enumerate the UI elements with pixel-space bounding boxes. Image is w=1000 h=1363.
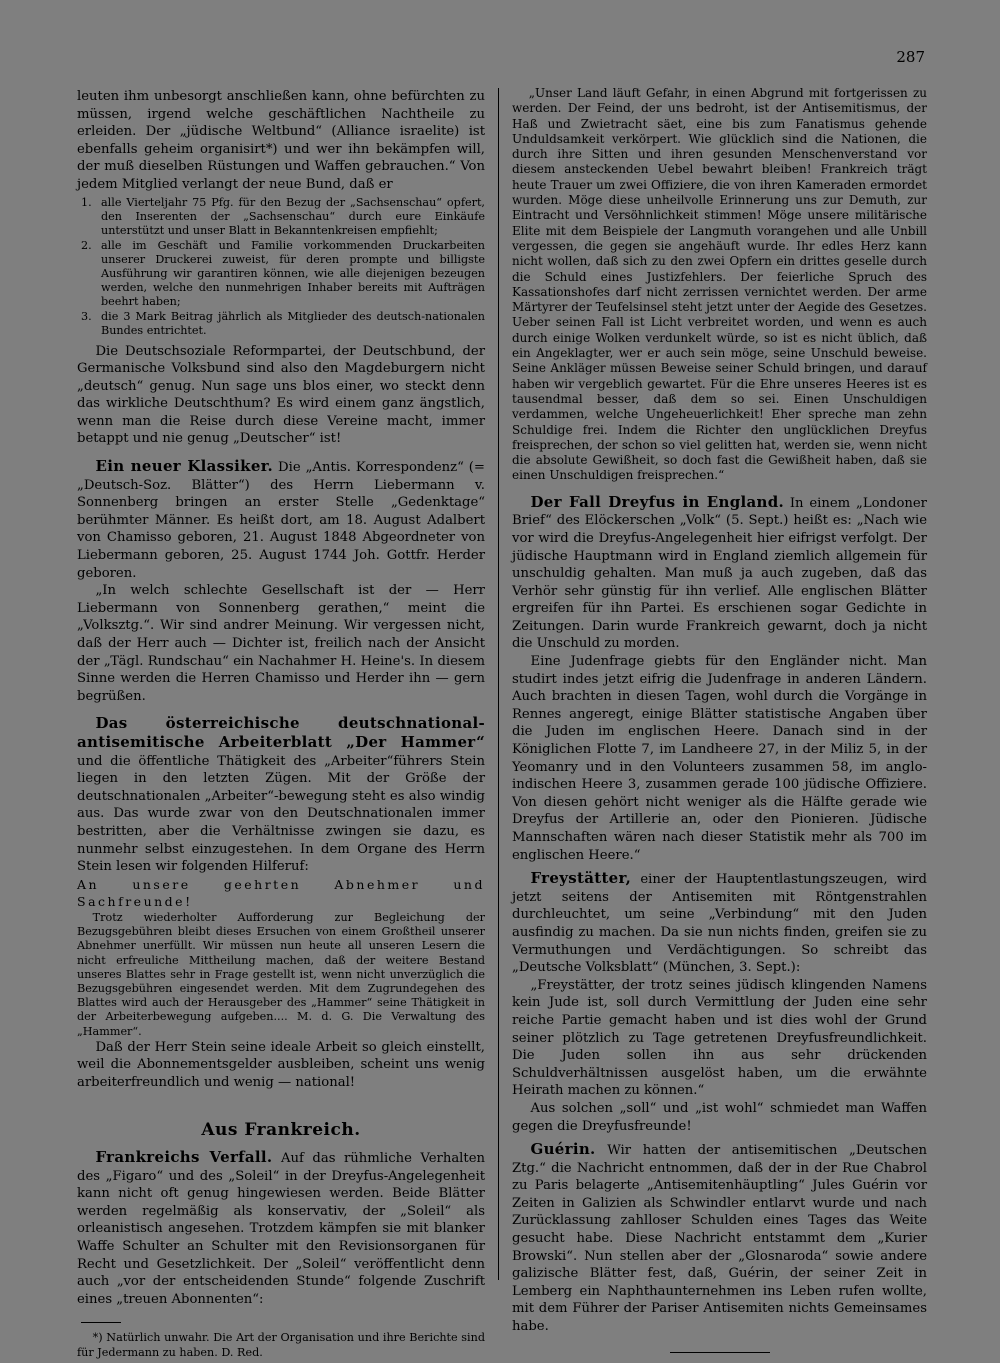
article-heading: Guérin. <box>530 1140 596 1159</box>
article-guerin <box>512 1141 927 1336</box>
list-number: 2. <box>81 238 92 252</box>
membership-list <box>77 196 485 339</box>
paragraph-freystaetter-end: Aus solchen „soll“ und „ist wohl“ schmiedet man Waffen gegen die Dreyfusfreunde! <box>512 1100 927 1134</box>
article-hammer <box>77 715 485 875</box>
article-heading: Das österreichische deutschnational-antisemitische Arbeiterblatt „Der Hammer“ <box>77 714 485 751</box>
list-number: 3. <box>81 310 92 324</box>
article-body: einer der Hauptentlastungszeugen, wird jetzt seitens der Antisemiten mit Röntgenstrahlen durchleuchtet, um seine „Verbindung“ mit den Juden ausfindig zu machen. Da sie nun nichts finden, greifen sie zu Vermuthungen und Verdächtigungen. So schreibt das „Deutsche Volksblatt“ (München, 3. Sept.): <box>512 872 927 976</box>
article-heading: Freystätter, <box>530 869 632 888</box>
list-item <box>77 239 485 309</box>
footnote: *) Natürlich unwahr. Die Art der Organisation und ihre Berichte sind für Jedermann zu haben. D. Red. <box>77 1331 485 1359</box>
list-number: 1. <box>81 195 92 209</box>
paragraph-judenfrage: Eine Judenfrage giebts für den Engländer nicht. Man studirt indes jetzt eifrig die Judenfrage in anderen Ländern. Auch brachten in diesen Tagen, wohl durch die Vorgänge in Rennes angeregt, einige Blätter statistische Angaben über die Juden im englischen Heere. Danach sind in der Königlichen Flotte 7, im Landheere 27, in der Miliz 5, in der Yeomanry und in den Volunteers zusammen 58, im anglo-indischen Heere 3, zusammen gerade 100 jüdische Offiziere. Von diesen gehört nicht weniger als die Hälfte gerade wie Dreyfus der Artillerie an, oder den Pionieren. Jüdische Mannschaften wären nach dieser Statistik mehr als 700 im englischen Heere.“ <box>512 654 927 863</box>
article-heading: Ein neuer Klassiker. <box>95 457 274 476</box>
article-heading: Frankreichs Verfall. <box>95 1148 273 1167</box>
article-body: Wir hatten der antisemitischen „Deutschen Ztg.“ die Nachricht entnommen, daß der in der Rue Chabrol zu Paris belagerte „Antisemitenhäuptling“ Jules Guérin vor Zeiten in Galizien als Schwindler entlarvt wurde und nach Zurücklassung zahlloser Schulden eines Tages das Weite gesucht habe. Diese Nachricht entstammt dem „Kurier Browski“. Nun stellen aber der „Glosnaroda“ sowie andere galizische Blätter fest, daß, Guérin, der seiner Zeit in Lemberg ein Naphthaunternehmen ins Leben rufen wollte, mit dem Führer der Pariser Antisemiten nichts Gemeinsames habe. <box>512 1143 927 1335</box>
section-title: Aus Frankreich. <box>201 1119 361 1140</box>
paragraph-klassiker-quote: „In welch schlechte Gesellschaft ist der — Herr Liebermann von Sonnenberg gerathen,“ meint die „Volksztg.“. Wir sind andrer Meinung. Wir vergessen nicht, daß der Herr auch — Dichter ist, freilich nach der Ansicht der „Tägl. Rundschau“ ein Nachahmer H. Heine's. In diesem Sinne werden die Herren Chamisso und Herder ihn — gern begrüßen. <box>77 583 485 704</box>
column-divider <box>498 88 499 1280</box>
paragraph-bund: leuten ihm unbesorgt anschließen kann, ohne befürchten zu müssen, irgend welche geschäftlichen Nachtheile zu erleiden. Der „jüdische Weltbund“ (Alliance israelite) ist ebenfalls geheim organisirt*) und wer ihn bekämpfen will, der muß dieselben Rüstungen und Waffen gebrauchen.“ Von jedem Mitglied verlangt der neue Bund, daß er <box>77 89 485 192</box>
footnote-rule <box>81 1322 121 1323</box>
article-body: und die öffentliche Thätigkeit des „Arbeiter“führers Stein liegen in den letzten Zügen. Mit der Größe der deutschnationalen „Arbeiter“-bewegung steht es also windig aus. Das wurde zwar von den Deutschnationalen immer bestritten, aber die Verhältnisse zwingen sie dazu, es nunmehr selbst einzugestehen. In dem Organe des Herrn Stein lesen wir folgenden Hilferuf: <box>77 753 485 875</box>
hammer-notice: Trotz wiederholter Aufforderung zur Begleichung der Bezugsgebühren bleibt dieses Ersuchen von einem Großtheil unserer Abnehmer unerfüllt. Wir müssen nun heute all unseren Lesern die nicht erfreuliche Mittheilung machen, daß der weitere Bestand unseres Blattes sehr in Frage gestellt ist, wenn nicht unverzüglich die Bezugsgebühren eingesendet werden. Mit dem Zugrundegehen des Blattes wird auch der Herausgeber des „Hammer“ seine Thätigkeit in der Arbeiterbewegung aufgeben.... M. d. G. Die Verwaltung des „Hammer“. <box>77 910 485 1038</box>
right-column <box>512 86 927 1353</box>
paragraph-reformpartei: Die Deutschsoziale Reformpartei, der Deutschbund, der Germanische Volksbund sind also den Magdeburgern nicht „deutsch“ genug. Nun sage uns blos einer, wo steckt denn das wirkliche Deutschthum? Es wird einem ganz ängstlich, wenn man die Reise durch diese Vereine macht, immer betappt und nie genug „Deutscher“ ist! <box>77 343 485 447</box>
paragraph-hammer-end: Daß der Herr Stein seine ideale Arbeit so gleich einstellt, weil die Abonnementsgelder ausbleiben, scheint uns wenig arbeiterfreundlich und wenig — national! <box>77 1039 485 1090</box>
soleil-letter: „Unser Land läuft Gefahr, in einen Abgrund mit fortgerissen zu werden. Der Feind, der uns bedroht, ist der Antisemitismus, der Haß und Zwietracht säet, eine bis zum Fanatismus gehende Unduldsamkeit verkörpert. Wie glücklich sind die Nationen, die durch ihre Sitten und ihren gesunden Menschenverstand vor diesem ansteckenden Uebel bewahrt bleiben! Frankreich trägt heute Trauer um zwei Offiziere, die von ihren Kameraden ermordet wurden. Möge diese unheilvolle Erinnerung uns zur Demuth, zur Eintracht und Versöhnlichkeit stimmen! Möge unsere militärische Elite mit dem Beispiele der Langmuth vorangehen und alle Unbill vergessen, die gegen sie angehäuft wurde. Ihr edles Herz kann nicht wollen, daß sich zu den zwei Opfern ein drittes geselle durch die Schuld eines Justizfehlers. Der feierliche Spruch des Kassationshofes darf nicht zerrissen vernichtet werden. Der arme Märtyrer der Teufelsinsel steht jetzt unter der Aegide des Gesetzes. Ueber seinen Fall ist Licht verbreitet worden, und wenn es auch durch einige Wolken verdunkelt würde, so ist es nicht üblich, daß ein Angeklagter, wer er auch sein möge, seine Unschuld beweise. Seine Ankläger müssen Beweise seiner Schuld bringen, und darauf haben wir vergeblich gewartet. Für die Ehre unseres Heeres ist es tausendmal besser, daß dem so sei. Einen Unschuldigen verdammen, welche Ungeheuerlichkeit! Eher spreche man zehn Schuldige frei. Indem die Richter den unglücklichen Dreyfus freisprechen, der schon so viel gelitten hat, werden sie, wenn nicht die absolute Gewißheit, so doch fast die Gewißheit haben, daß sie einen Unschuldigen freisprechen.“ <box>512 86 927 483</box>
left-column <box>77 88 485 1360</box>
hammer-call: An unsere geehrten Abnehmer und Sachfreunde! <box>77 876 485 910</box>
article-body: In einem „Londoner Brief“ des Elöckerschen „Volk“ (5. Sept.) heißt es: „Nach wie vor wird die Dreyfus-Angelegenheit hier eifrigst verfolgt. Der jüdische Hauptmann wird in England ziemlich allgemein für unschuldig gehalten. Man muß ja auch zugeben, daß das Verhör sehr günstig für ihn verlief. Alle englischen Blätter ergreifen für ihn Partei. Es erschienen sogar Gedichte in Zeitungen. Darin wurde Frankreich gewarnt, doch ja nicht die Unschuld zu morden. <box>512 495 927 652</box>
paragraph-freystaetter-quote: „Freystätter, der trotz seines jüdisch klingenden Namens kein Jude ist, soll durch Vermittlung der Juden eine sehr reiche Partie gemacht haben und ist dies wohl der Grund seiner plötzlich zu Tage getretenen Dreyfusfreundlichkeit. Die Juden sollen ihn aus sehr drückenden Schuldverhältnissen ausgelöst haben, um die erwähnte Heirath machen zu können.“ <box>512 977 927 1099</box>
article-klassiker <box>77 458 485 582</box>
list-text: alle Vierteljahr 75 Pfg. für den Bezug der „Sachsenschau“ opfert, den Inserenten der „Sachsenschau“ durch eure Einkäufe unterstützt und unser Blatt in Bekanntenkreisen empfiehlt; <box>101 195 485 237</box>
list-text: alle im Geschäft und Familie vorkommenden Druckarbeiten unserer Druckerei zuweist, für deren prompte und billigste Ausführung wir garantiren können, wie alle diejenigen bezeugen werden, welche den nunmehrigen Inhaber bereits mit Aufträgen beehrt haben; <box>101 238 485 309</box>
article-verfall <box>77 1149 485 1308</box>
page-number: 287 <box>896 48 925 66</box>
article-heading: Der Fall Dreyfus in England. <box>530 492 785 511</box>
article-freystaetter <box>512 870 927 977</box>
list-item <box>77 196 485 238</box>
article-body: Die „Antis. Korrespondenz“ (= „Deutsch-Soz. Blätter“) des Herrn Liebermann v. Sonnenberg bringen an erster Stelle „Gedenktage“ berühmter Männer. Es heißt dort, am 18. August Adalbert von Chamisso geboren, 21. August 1848 Abgeordneter von Liebermann geboren, 25. August 1744 Joh. Gottfr. Herder geboren. <box>77 460 485 581</box>
end-rule <box>670 1352 770 1353</box>
list-item <box>77 310 485 338</box>
article-england <box>512 494 927 653</box>
list-text: die 3 Mark Beitrag jährlich als Mitglieder des deutsch-nationalen Bundes entrichtet. <box>101 310 485 338</box>
article-body: Auf das rühmliche Verhalten des „Figaro“ und des „Soleil“ in der Dreyfus-Angelegenheit kann nicht oft genug hingewiesen werden. Beide Blätter werden regelmäßig als konservativ, der „Soleil“ als orleanistisch angesehen. Trotzdem kämpfen sie mit blanker Waffe Schulter an Schulter mit den Revisionsorganen für Recht und Gesetzlichkeit. Der „Soleil“ veröffentlicht denn auch „vor der entscheidenden Stunde“ folgende Zuschrift eines „treuen Abonnenten“: <box>77 1151 485 1307</box>
